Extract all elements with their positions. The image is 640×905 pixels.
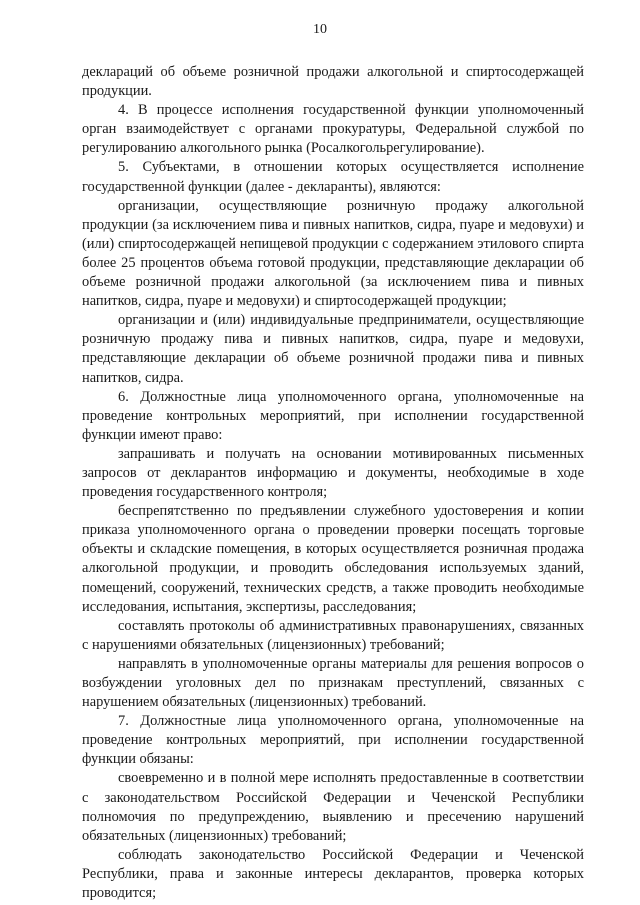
paragraph-right-visit: беспрепятственно по предъявлении служебного удостоверения и копии приказа уполномоченного органа о проведении проверки посещать торговые объекты и складские помещения, в которых осуществляется розничная продажа алкогольной продукции, и проводить обследования используемых зданий, помещений, сооружений, технических средств, а также проводить необходимые исследования, испытания, экспертизы, расследования;	[82, 503, 584, 615]
paragraph-continuation: деклараций об объеме розничной продажи алкогольной и спиртосодержащей продукции.	[82, 64, 584, 100]
paragraph-right-protocols: составлять протоколы об административных правонарушениях, связанных с нарушениями обязательных (лицензионных) требований;	[82, 617, 584, 653]
paragraph-item-5: 5. Субъектами, в отношении которых осуществляется исполнение государственной функции (далее - декларанты), являются:	[82, 159, 584, 195]
paragraph-duty-comply: соблюдать законодательство Российской Федерации и Чеченской Республики, права и законные интересы декларантов, проверка которых проводится;	[82, 846, 584, 902]
paragraph-duty-execute: своевременно и в полной мере исполнять предоставленные в соответствии с законодательством Российской Федерации и Чеченской Республики полномочия по предупреждению, выявлению и пресечению нарушений обязательных (лицензионных) требований;	[82, 770, 584, 844]
paragraph-subject-organizations: организации, осуществляющие розничную продажу алкогольной продукции (за исключением пива и пивных напитков, сидра, пуаре и медовухи) и (или) спиртосодержащей непищевой продукции с содержанием этилового спирта более 25 процентов объема готовой продукции, представляющие декларации об объеме розничной продажи алкогольной (за исключением пива и пивных напитков, сидра, пуаре и медовухи) и спиртосодержащей продукции;	[82, 197, 584, 310]
paragraph-subject-entrepreneurs: организации и (или) индивидуальные предприниматели, осуществляющие розничную продажу пива и пивных напитков, сидра, пуаре и медовухи, представляющие декларации об объеме розничной продажи пива и пивных напитков, сидра.	[82, 312, 584, 386]
paragraph-right-materials: направлять в уполномоченные органы материалы для решения вопросов о возбуждении уголовных дел по признакам преступлений, связанных с нарушением обязательных (лицензионных) требований.	[82, 655, 584, 711]
document-body	[82, 63, 584, 903]
page-number: 10	[313, 22, 327, 37]
paragraph-item-6: 6. Должностные лица уполномоченного органа, уполномоченные на проведение контрольных мероприятий, при исполнении государственной функции имеют право:	[82, 388, 584, 443]
paragraph-item-4: 4. В процессе исполнения государственной функции уполномоченный орган взаимодействует с органами прокуратуры, Федеральной службой по регулированию алкогольного рынка (Росалкогольрегулирование).	[82, 102, 584, 157]
paragraph-item-7: 7. Должностные лица уполномоченного органа, уполномоченные на проведение контрольных мероприятий, при исполнении государственной функции обязаны:	[82, 713, 584, 768]
paragraph-right-request: запрашивать и получать на основании мотивированных письменных запросов от декларантов информацию и документы, необходимые в ходе проведения государственного контроля;	[82, 445, 584, 501]
